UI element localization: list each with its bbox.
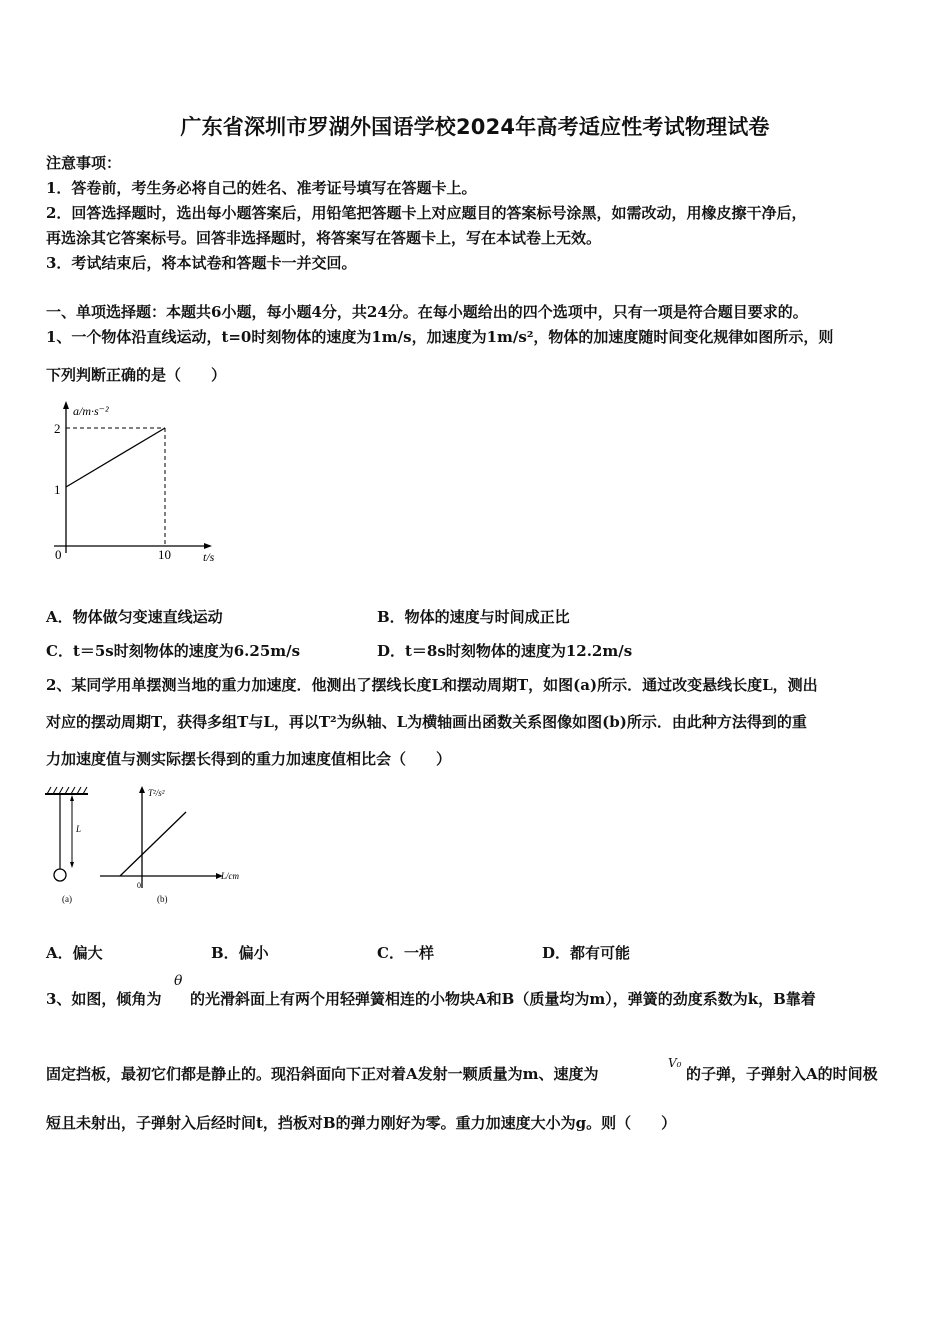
q2-x-axis-label: L/cm bbox=[221, 871, 239, 881]
q2-pendulum-bob bbox=[54, 869, 66, 881]
notice-item-2: 2．回答选择题时，选出每小题答案后，用铅笔把答题卡上对应题目的答案标号涂黑，如需改动，用橡皮擦干净后， bbox=[46, 204, 807, 222]
q3-v0-symbol: V₀ bbox=[668, 1056, 682, 1070]
q1-stem-line2: 下列判断正确的是（ ） bbox=[46, 366, 227, 384]
q1-tick-1: 1 bbox=[54, 482, 61, 497]
q1-option-b[interactable]: B．物体的速度与时间成正比 bbox=[377, 608, 570, 626]
q1-tick-10: 10 bbox=[158, 547, 171, 562]
q2-option-b[interactable]: B．偏小 bbox=[211, 944, 269, 962]
q2-label-a: (a) bbox=[62, 894, 72, 904]
q1-acceleration-graph bbox=[40, 395, 240, 570]
q2-pendulum-figure bbox=[40, 780, 250, 910]
q1-x-label: t/s bbox=[203, 550, 215, 564]
q3-theta-symbol: θ bbox=[174, 973, 183, 989]
q2-option-c[interactable]: C．一样 bbox=[377, 944, 434, 962]
q1-tick-2: 2 bbox=[54, 421, 61, 436]
q2-stem-line2: 对应的摆动周期T，获得多组T与L，再以T²为纵轴、L为横轴画出函数关系图像如图(b)所示．由此种方法得到的重 bbox=[46, 713, 807, 731]
q1-x-arrow bbox=[204, 543, 212, 549]
q1-option-c[interactable]: C．t＝5s时刻物体的速度为6.25m/s bbox=[46, 642, 301, 660]
notice-item-3: 3．考试结束后，将本试卷和答题卡一并交回。 bbox=[46, 254, 357, 272]
q1-y-arrow bbox=[63, 401, 69, 409]
section-heading: 一、单项选择题：本题共6小题，每小题4分，共24分。在每小题给出的四个选项中，只有一项是符合题目要求的。 bbox=[46, 303, 808, 321]
q1-y-label: a/m·s⁻² bbox=[73, 404, 109, 418]
q3-stem-line2a: 固定挡板，最初它们都是静止的。现沿斜面向下正对着A发射一颗质量为m、速度为 bbox=[46, 1065, 599, 1083]
notice-item-2-cont: 再选涂其它答案标号。回答非选择题时，将答案写在答题卡上，写在本试卷上无效。 bbox=[46, 229, 602, 247]
q1-option-d[interactable]: D．t＝8s时刻物体的速度为12.2m/s bbox=[377, 642, 633, 660]
notice-item-1: 1．答卷前，考生务必将自己的姓名、准考证号填写在答题卡上。 bbox=[46, 179, 477, 197]
q3-stem-line1b: 的光滑斜面上有两个用轻弹簧相连的小物块A和B（质量均为m），弹簧的劲度系数为k，B靠着 bbox=[190, 990, 816, 1008]
q2-option-a[interactable]: A．偏大 bbox=[46, 944, 103, 962]
q1-stem-line1: 1、一个物体沿直线运动，t=0时刻物体的速度为1m/s，加速度为1m/s²，物体的加速度随时间变化规律如图所示，则 bbox=[46, 328, 834, 346]
q2-ceiling-hatch bbox=[47, 787, 87, 794]
q2-L-label: L bbox=[76, 824, 82, 834]
q2-stem-line1: 2、某同学用单摆测当地的重力加速度．他测出了摆线长度L和摆动周期T，如图(a)所示．通过改变悬线长度L，测出 bbox=[46, 676, 818, 694]
notice-header: 注意事项： bbox=[46, 154, 122, 172]
q2-data-line bbox=[120, 812, 186, 876]
q1-origin: 0 bbox=[55, 547, 62, 562]
page-title: 广东省深圳市罗湖外国语学校2024年高考适应性考试物理试卷 bbox=[180, 115, 770, 139]
q2-label-b: (b) bbox=[157, 894, 168, 904]
q2-option-d[interactable]: D．都有可能 bbox=[542, 944, 631, 962]
q1-data-line bbox=[66, 428, 165, 487]
q3-stem-line3: 短且未射出，子弹射入后经时间t，挡板对B的弹力刚好为零。重力加速度大小为g。则（ ） bbox=[46, 1114, 677, 1132]
q3-stem-line2b: 的子弹，子弹射入A的时间极 bbox=[686, 1065, 878, 1083]
q3-stem-line1a: 3、如图，倾角为 bbox=[46, 990, 162, 1008]
q2-y-axis-label: T²/s² bbox=[148, 788, 165, 798]
q1-option-a[interactable]: A．物体做匀变速直线运动 bbox=[46, 608, 223, 626]
q2-stem-line3: 力加速度值与测实际摆长得到的重力加速度值相比会（ ） bbox=[46, 750, 452, 768]
q2-origin: 0 bbox=[137, 881, 141, 890]
